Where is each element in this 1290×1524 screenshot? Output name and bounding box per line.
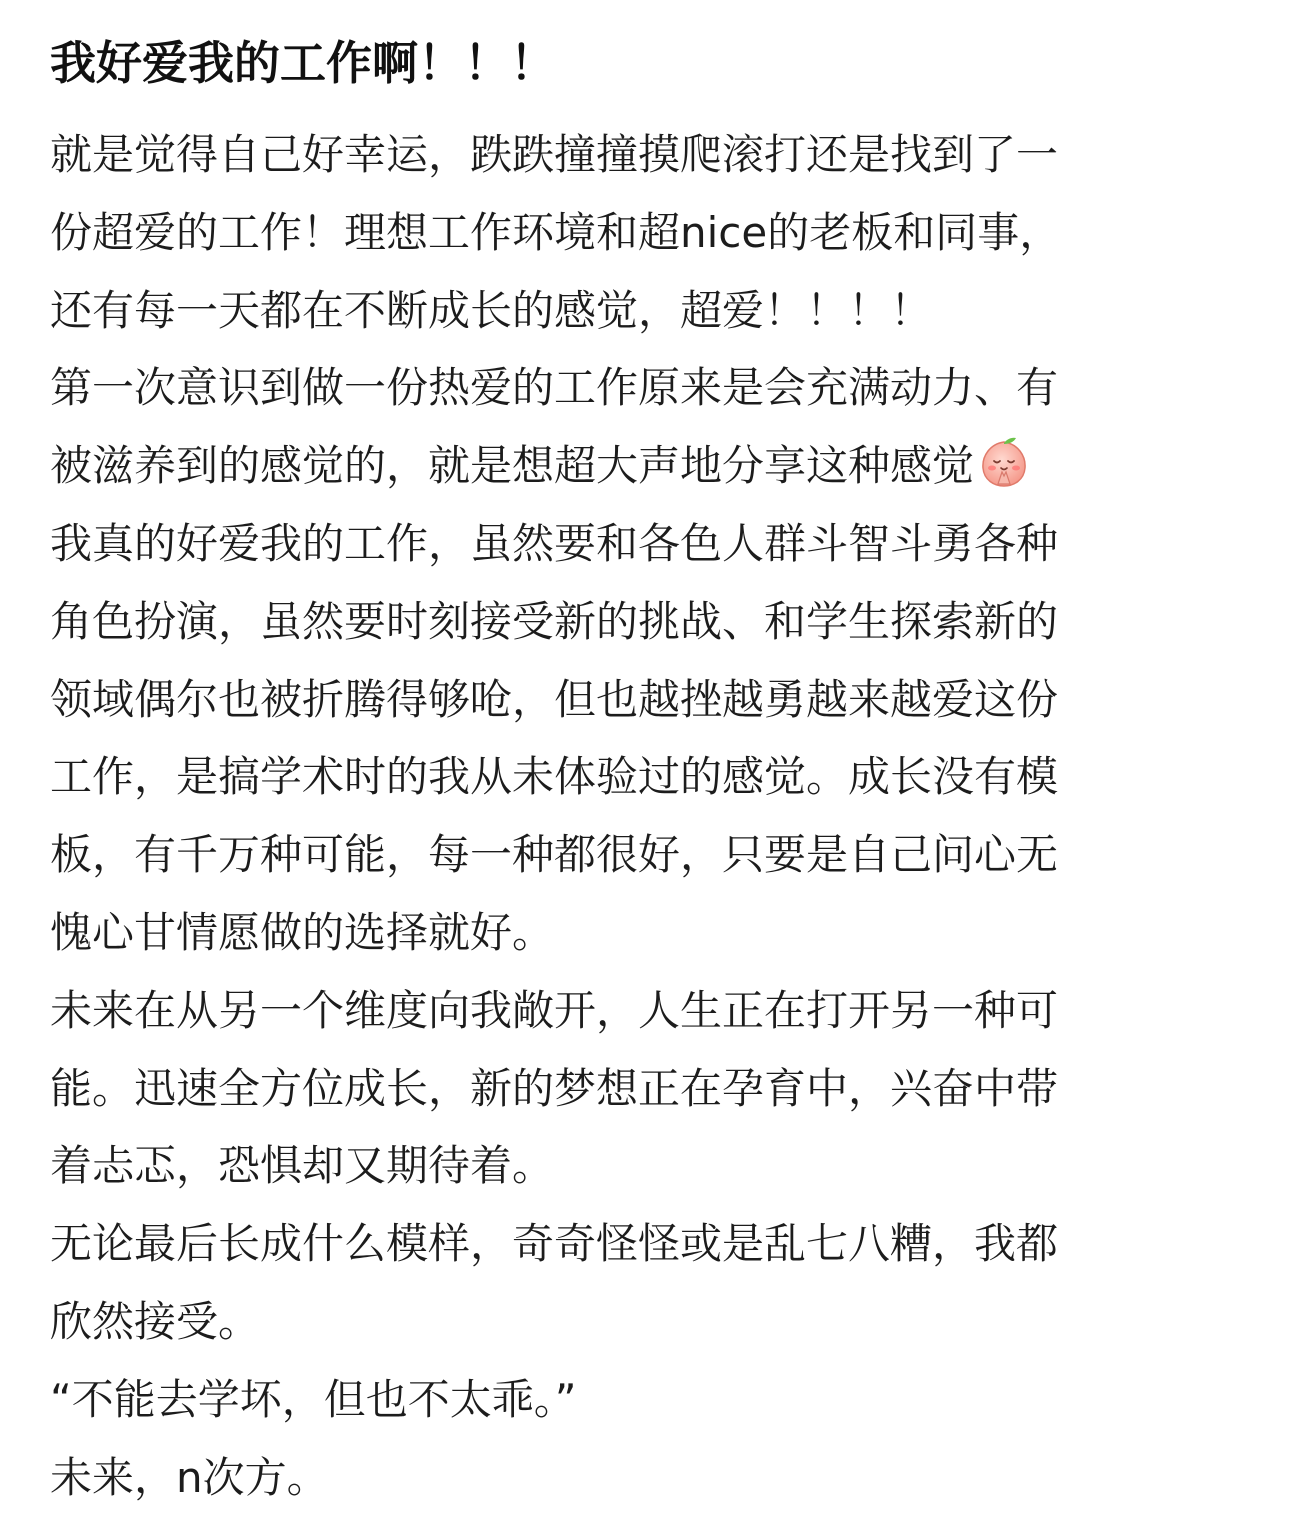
text-line: “不能去学坏，但也不太乖。”: [50, 1374, 577, 1424]
text-line: 领域偶尔也被折腾得够呛，但也越挫越勇越来越爱这份: [50, 674, 1059, 724]
text-line: 被滋养到的感觉的，就是想超大声地分享这种感觉: [50, 427, 1230, 505]
peach-pray-emoji-icon: [976, 434, 1032, 490]
text-line: 板，有千万种可能，每一种都很好，只要是自己问心无: [50, 830, 1059, 880]
text-line: 欣然接受。: [50, 1296, 261, 1346]
text-line: 角色扮演，虽然要时刻接受新的挑战、和学生探索新的: [50, 596, 1059, 646]
text-line: 我真的好爱我的工作，虽然要和各色人群斗智斗勇各种: [50, 518, 1059, 568]
text-line: 着忐忑，恐惧却又期待着。: [50, 1141, 555, 1191]
text-line: 愧心甘情愿做的选择就好。: [50, 907, 555, 957]
text-line: 还有每一天都在不断成长的感觉，超爱！！！！: [50, 285, 933, 335]
text-line: 能。迅速全方位成长，新的梦想正在孕育中，兴奋中带: [50, 1063, 1059, 1113]
text-line: 就是觉得自己好幸运，跌跌撞撞摸爬滚打还是找到了一: [50, 130, 1059, 179]
text-line: 未来在从另一个维度向我敞开，人生正在打开另一种可: [50, 985, 1059, 1035]
text-line: 无论最后长成什么模样，奇奇怪怪或是乱七八糟，我都: [50, 1219, 1059, 1269]
text-line: 未来，n次方。: [50, 1452, 329, 1502]
text-line: 份超爱的工作！理想工作环境和超nice的老板和同事，: [50, 207, 1062, 257]
text-line: 第一次意识到做一份热爱的工作原来是会充满动力、有: [50, 363, 1059, 413]
text-line: 工作，是搞学术时的我从未体验过的感觉。成长没有模: [50, 752, 1059, 802]
post-title: 我好爱我的工作啊！！！: [50, 36, 556, 90]
post-content: [50, 28, 1230, 1516]
